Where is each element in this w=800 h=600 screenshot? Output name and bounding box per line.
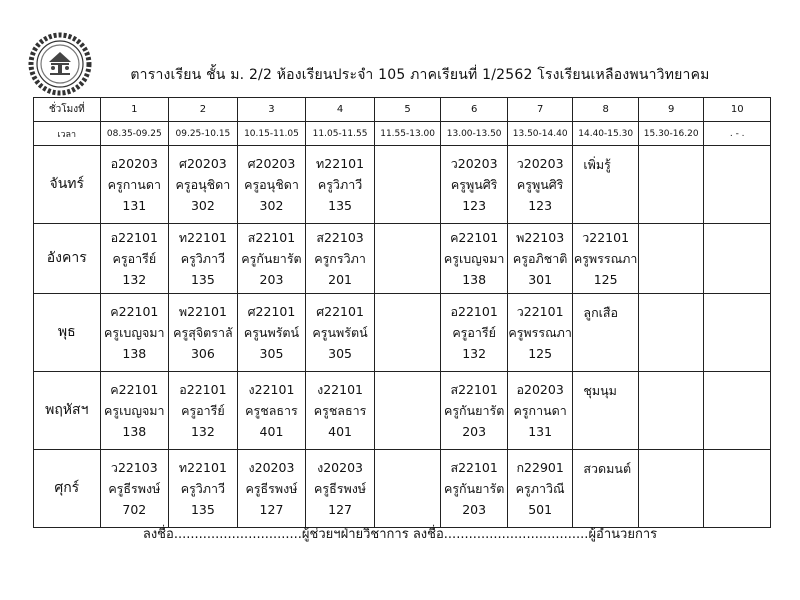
school-seal-logo (28, 32, 92, 96)
teacher-name: ครูพรรณภา (573, 251, 638, 266)
class-cell (237, 294, 306, 372)
teacher-name: ครูวิภาวี (180, 481, 226, 496)
day-name: จันทร์ (34, 146, 101, 224)
room-number: 125 (528, 346, 553, 361)
class-cell (306, 372, 375, 450)
class-cell (169, 372, 238, 450)
day-row (34, 224, 771, 294)
activity-cell (573, 146, 639, 224)
teacher-name: ครูวิภาวี (180, 251, 226, 266)
class-cell (374, 224, 441, 294)
teacher-name: ครูธีรพงษ์ (108, 481, 161, 496)
room-number: 125 (593, 272, 618, 287)
subject-code: ว22101 (582, 230, 630, 245)
room-number: 132 (122, 272, 147, 287)
activity-label: สวดมนต์ (583, 461, 632, 476)
period-time: 13.00-13.50 (441, 122, 508, 146)
class-cell (169, 450, 238, 528)
room-number: 306 (190, 346, 215, 361)
subject-code: ท22101 (316, 156, 365, 171)
subject-code: ง20203 (248, 460, 295, 475)
period-number: 3 (237, 98, 306, 122)
room-number: 301 (528, 272, 553, 287)
room-number: 127 (259, 502, 284, 517)
teacher-name: ครูพูนศิริ (450, 177, 498, 192)
day-row (34, 450, 771, 528)
subject-code: อ22101 (179, 382, 227, 397)
class-cell (441, 294, 508, 372)
subject-code: พ22103 (516, 230, 565, 245)
teacher-name: ครูอนุชิดา (244, 177, 299, 192)
activity-cell (573, 372, 639, 450)
teacher-name: ครูพูนศิริ (516, 177, 564, 192)
class-cell (306, 224, 375, 294)
class-cell (704, 294, 771, 372)
class-cell (441, 146, 508, 224)
teacher-name: ครูอารีย์ (452, 325, 496, 340)
room-number: 135 (190, 502, 215, 517)
teacher-name: ครูกันยารัต (443, 481, 505, 496)
subject-code: ง22101 (317, 382, 363, 397)
subject-code: ค22101 (110, 382, 159, 397)
teacher-name: ครูเบญจมา (104, 403, 165, 418)
room-number: 123 (462, 198, 487, 213)
day-name: พุธ (34, 294, 101, 372)
period-time: 11.55-13.00 (374, 122, 441, 146)
class-cell (374, 372, 441, 450)
class-cell (100, 146, 169, 224)
class-cell (704, 224, 771, 294)
activity-cell (573, 450, 639, 528)
subject-code: ส22101 (450, 460, 498, 475)
subject-code: ง22101 (248, 382, 295, 397)
class-cell (573, 224, 639, 294)
teacher-name: ครูกันยารัต (443, 403, 505, 418)
activity-label: ชุมนุม (583, 383, 617, 398)
class-cell (306, 294, 375, 372)
teacher-name: ครูสุจิตราลั (173, 325, 233, 340)
subject-code: ว20203 (450, 156, 498, 171)
room-number: 138 (122, 424, 147, 439)
subject-code: ค22101 (450, 230, 499, 245)
class-cell (441, 224, 508, 294)
room-number: 203 (462, 502, 487, 517)
period-time: 13.50-14.40 (507, 122, 573, 146)
class-cell (237, 224, 306, 294)
room-number: 131 (528, 424, 553, 439)
subject-code: อ20203 (110, 156, 158, 171)
room-number: 131 (122, 198, 147, 213)
period-corner-label: ชั่วโมงที่ (34, 98, 101, 122)
period-time: 08.35-09.25 (100, 122, 169, 146)
room-number: 123 (528, 198, 553, 213)
subject-code: ค22101 (110, 304, 159, 319)
room-number: 138 (462, 272, 487, 287)
class-cell (704, 450, 771, 528)
period-number: 2 (169, 98, 238, 122)
teacher-name: ครูเบญจมา (443, 251, 505, 266)
room-number: 132 (190, 424, 215, 439)
teacher-name: ครูอนุชิดา (175, 177, 231, 192)
class-cell (169, 146, 238, 224)
class-cell (237, 372, 306, 450)
room-number: 401 (328, 424, 352, 439)
teacher-name: ครูอารีย์ (181, 403, 225, 418)
teacher-name: ครูอภิชาติ (512, 251, 568, 266)
class-cell (638, 450, 704, 528)
subject-code: ศ20203 (247, 156, 296, 171)
class-cell (507, 294, 573, 372)
room-number: 203 (462, 424, 487, 439)
subject-code: อ22101 (110, 230, 158, 245)
class-cell (237, 450, 306, 528)
room-number: 501 (528, 502, 553, 517)
period-number: 6 (441, 98, 508, 122)
period-time: 11.05-11.55 (306, 122, 375, 146)
teacher-name: ครูกานดา (513, 403, 567, 418)
sign-label-2: ลงชื่อ (412, 527, 444, 542)
class-cell (169, 294, 238, 372)
teacher-name: ครูนพรัตน์ (243, 325, 300, 340)
class-cell (704, 372, 771, 450)
period-time: . - . (704, 122, 771, 146)
subject-code: อ20203 (516, 382, 564, 397)
class-cell (638, 372, 704, 450)
activity-cell (573, 294, 639, 372)
day-name: ศุกร์ (34, 450, 101, 528)
period-time: 10.15-11.05 (237, 122, 306, 146)
day-name: อังคาร (34, 224, 101, 294)
room-number: 305 (328, 346, 352, 361)
class-cell (237, 146, 306, 224)
subject-code: อ22101 (450, 304, 498, 319)
room-number: 132 (462, 346, 487, 361)
subject-code: ส22101 (450, 382, 498, 397)
subject-code: ว20203 (516, 156, 564, 171)
class-cell (441, 450, 508, 528)
period-number: 10 (704, 98, 771, 122)
teacher-name: ครูเบญจมา (104, 325, 165, 340)
subject-code: ศ22101 (247, 304, 296, 319)
activity-label: ลูกเสือ (583, 305, 619, 320)
teacher-name: ครูกานดา (107, 177, 161, 192)
room-number: 201 (328, 272, 352, 287)
subject-code: ศ20203 (179, 156, 227, 171)
period-time: 14.40-15.30 (573, 122, 639, 146)
period-number: 9 (638, 98, 704, 122)
class-cell (507, 450, 573, 528)
teacher-name: ครูพรรณภา (508, 325, 572, 340)
class-cell (100, 450, 169, 528)
day-row (34, 146, 771, 224)
subject-code: ว22103 (110, 460, 158, 475)
teacher-name: ครูชลธาร (245, 403, 298, 418)
class-cell (507, 372, 573, 450)
teacher-name: ครูกันยารัต (241, 251, 302, 266)
room-number: 401 (259, 424, 284, 439)
day-name: พฤหัสฯ (34, 372, 101, 450)
room-number: 135 (328, 198, 352, 213)
room-number: 203 (259, 272, 284, 287)
class-cell (507, 146, 573, 224)
signature-footer: ลงชื่อ...............................ผู้ช่วยฯฝ่ายวิชาการ ลงชื่อ...................................ผู้อำนวยการ (142, 527, 658, 542)
subject-code: ส22101 (247, 230, 296, 245)
period-number: 7 (507, 98, 573, 122)
class-cell (638, 294, 704, 372)
timetable (33, 97, 771, 528)
activity-label: เพิ่มรู้ (583, 157, 611, 172)
subject-code: ศ22101 (316, 304, 364, 319)
subject-code: ท22101 (178, 230, 227, 245)
period-number: 5 (374, 98, 441, 122)
class-cell (306, 450, 375, 528)
teacher-name: ครูวิภาวี (317, 177, 363, 192)
class-cell (100, 294, 169, 372)
class-cell (704, 146, 771, 224)
teacher-name: ครูอารีย์ (112, 251, 157, 266)
room-number: 305 (259, 346, 284, 361)
class-cell (507, 224, 573, 294)
subject-code: ท22101 (178, 460, 227, 475)
day-row (34, 372, 771, 450)
period-time: 09.25-10.15 (169, 122, 238, 146)
subject-code: ว22101 (516, 304, 564, 319)
sign-role-2: ผู้อำนวยการ (588, 527, 658, 542)
room-number: 302 (190, 198, 215, 213)
subject-code: ก22901 (516, 460, 564, 475)
period-header-row (34, 98, 771, 122)
class-cell (306, 146, 375, 224)
class-cell (374, 450, 441, 528)
class-cell (100, 224, 169, 294)
subject-code: ส22103 (316, 230, 364, 245)
teacher-name: ครูธีรพงษ์ (314, 481, 367, 496)
day-row (34, 294, 771, 372)
class-cell (374, 294, 441, 372)
sign-role-1: ผู้ช่วยฯฝ่ายวิชาการ (301, 527, 409, 542)
teacher-name: ครูธีรพงษ์ (245, 481, 298, 496)
teacher-name: ครูภาวิณี (515, 481, 565, 496)
class-cell (638, 224, 704, 294)
teacher-name: ครูกรวิภา (314, 251, 366, 266)
time-label: เวลา (34, 122, 101, 146)
subject-code: ง20203 (317, 460, 363, 475)
class-cell (169, 224, 238, 294)
class-cell (441, 372, 508, 450)
room-number: 702 (122, 502, 147, 517)
schedule-title: ตารางเรียน ชั้น ม. 2/2 ห้องเรียนประจำ 105 ภาคเรียนที่ 1/2562 โรงเรียนเหลืองพนาวิทยาคม (130, 67, 710, 83)
subject-code: พ22101 (178, 304, 227, 319)
room-number: 302 (259, 198, 284, 213)
period-number: 1 (100, 98, 169, 122)
class-cell (100, 372, 169, 450)
class-cell (638, 146, 704, 224)
room-number: 138 (122, 346, 147, 361)
period-number: 4 (306, 98, 375, 122)
sign-label-1: ลงชื่อ (142, 527, 174, 542)
period-time: 15.30-16.20 (638, 122, 704, 146)
room-number: 127 (328, 502, 352, 517)
time-header-row (34, 122, 771, 146)
teacher-name: ครูชลธาร (313, 403, 367, 418)
period-number: 8 (573, 98, 639, 122)
class-cell (374, 146, 441, 224)
room-number: 135 (190, 272, 215, 287)
teacher-name: ครูนพรัตน์ (312, 325, 368, 340)
